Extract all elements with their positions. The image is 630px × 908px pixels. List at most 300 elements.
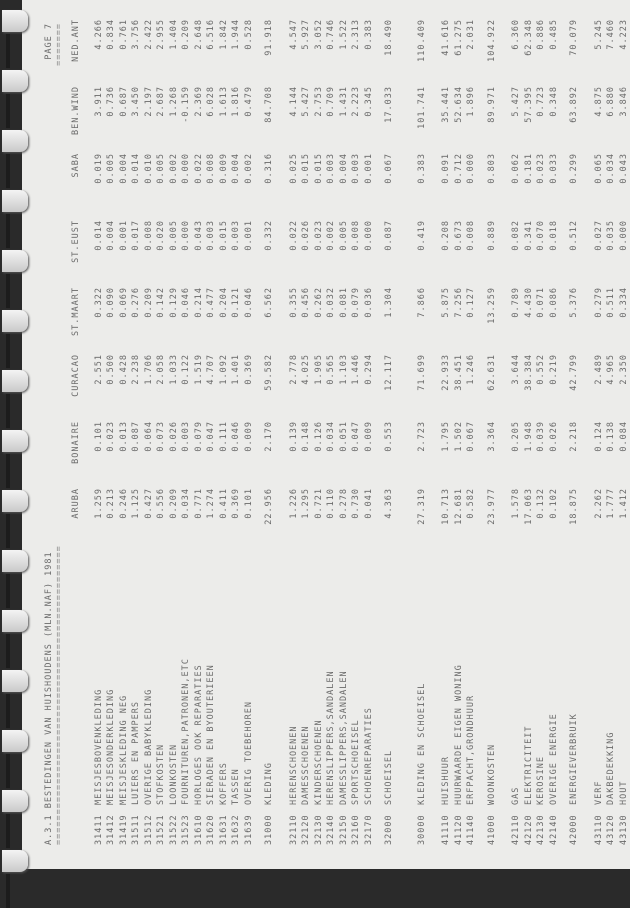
cell-value: 0.214 bbox=[193, 287, 206, 354]
cell-value: 0.010 bbox=[143, 153, 156, 220]
cell-value: 2.753 bbox=[313, 86, 326, 153]
row-label: KINDERSCHOENEN bbox=[313, 555, 326, 805]
cell-value: 0.101 bbox=[93, 421, 106, 488]
binding-ring bbox=[2, 130, 28, 152]
row-label: MEISJESBOVENKLEDING bbox=[93, 555, 106, 805]
cell-value: 0.316 bbox=[255, 153, 288, 220]
row-code: 30000 bbox=[408, 805, 441, 845]
cell-value: 4.144 bbox=[288, 86, 301, 153]
cell-value: 1.522 bbox=[338, 19, 351, 86]
cell-value: 0.528 bbox=[243, 19, 256, 86]
column-header: ST.MAART bbox=[70, 287, 93, 354]
cell-value: 0.181 bbox=[523, 153, 536, 220]
binding-ring bbox=[2, 790, 28, 812]
column-header: NED.ANT bbox=[70, 19, 93, 86]
cell-value: 7.866 bbox=[408, 287, 441, 354]
cell-value: 6.516 bbox=[205, 19, 218, 86]
row-label: MEISJESONDERKLEDING bbox=[105, 555, 118, 805]
total-row bbox=[255, 19, 288, 845]
cell-value: 0.082 bbox=[510, 220, 523, 287]
binding-spine bbox=[6, 694, 10, 728]
cell-value: 0.000 bbox=[465, 153, 478, 220]
cell-value: 0.148 bbox=[300, 421, 313, 488]
binding-spine bbox=[6, 214, 10, 248]
cell-value: 0.383 bbox=[408, 153, 441, 220]
table-row bbox=[105, 19, 118, 845]
table-row bbox=[363, 19, 376, 845]
rotated-document bbox=[44, 15, 624, 855]
row-code: 31419 bbox=[118, 805, 131, 845]
cell-value: 42.799 bbox=[560, 354, 593, 421]
cell-value: 0.003 bbox=[325, 153, 338, 220]
cell-value: 0.036 bbox=[363, 287, 376, 354]
cell-value: 0.090 bbox=[105, 287, 118, 354]
cell-value: 2.197 bbox=[143, 86, 156, 153]
row-code: 41000 bbox=[478, 805, 511, 845]
binding-spine bbox=[6, 634, 10, 668]
cell-value: 0.209 bbox=[168, 488, 181, 555]
cell-value: 0.129 bbox=[168, 287, 181, 354]
cell-value: 0.047 bbox=[350, 421, 363, 488]
row-label: ERFPACHT,GRONDHUUR bbox=[465, 555, 478, 805]
row-code: 31521 bbox=[155, 805, 168, 845]
cell-value: 0.043 bbox=[193, 220, 206, 287]
cell-value: 2.350 bbox=[618, 354, 630, 421]
cell-value: 0.009 bbox=[243, 421, 256, 488]
cell-value: 0.002 bbox=[168, 153, 181, 220]
cell-value: 0.084 bbox=[618, 421, 630, 488]
cell-value: 0.004 bbox=[118, 153, 131, 220]
column-header: BONAIRE bbox=[70, 421, 93, 488]
cell-value: 0.003 bbox=[350, 153, 363, 220]
cell-value: 0.208 bbox=[440, 220, 453, 287]
binding-ring bbox=[2, 670, 28, 692]
row-code: 31631 bbox=[218, 805, 231, 845]
cell-value: 0.511 bbox=[605, 287, 618, 354]
row-code: 32170 bbox=[363, 805, 376, 845]
cell-value: 0.138 bbox=[605, 421, 618, 488]
binding-ring bbox=[2, 610, 28, 632]
cell-value: 0.002 bbox=[243, 153, 256, 220]
cell-value: 0.132 bbox=[535, 488, 548, 555]
row-code: 41120 bbox=[453, 805, 466, 845]
cell-value: 0.427 bbox=[143, 488, 156, 555]
cell-value: 4.965 bbox=[605, 354, 618, 421]
row-label: HOUT bbox=[618, 555, 630, 805]
cell-value: 0.709 bbox=[325, 86, 338, 153]
row-code: 32110 bbox=[288, 805, 301, 845]
row-code: 31511 bbox=[130, 805, 143, 845]
cell-value: 1.519 bbox=[193, 354, 206, 421]
cell-value: 27.319 bbox=[408, 488, 441, 555]
row-code: 32160 bbox=[350, 805, 363, 845]
cell-value: 0.000 bbox=[618, 220, 630, 287]
cell-value: 2.238 bbox=[130, 354, 143, 421]
row-label: WOONKOSTEN bbox=[478, 555, 511, 805]
row-label: ENERGIEVERBRUIK bbox=[560, 555, 593, 805]
cell-value: 5.427 bbox=[300, 86, 313, 153]
row-code: 32150 bbox=[338, 805, 351, 845]
table-row bbox=[93, 19, 106, 845]
cell-value: 0.004 bbox=[338, 153, 351, 220]
cell-value: 0.091 bbox=[440, 153, 453, 220]
row-code: 42120 bbox=[523, 805, 536, 845]
cell-value: 2.223 bbox=[350, 86, 363, 153]
cell-value: 0.000 bbox=[180, 220, 193, 287]
cell-value: 1.613 bbox=[218, 86, 231, 153]
row-label: SCHOENREPARATIES bbox=[363, 555, 376, 805]
binding-ring bbox=[2, 10, 28, 32]
cell-value: 38.384 bbox=[523, 354, 536, 421]
cell-value: 0.086 bbox=[548, 287, 561, 354]
cell-value: 1.295 bbox=[300, 488, 313, 555]
cell-value: 18.875 bbox=[560, 488, 593, 555]
row-label: HERENSCHOENEN bbox=[288, 555, 301, 805]
cell-value: 0.062 bbox=[510, 153, 523, 220]
cell-value: 0.023 bbox=[105, 421, 118, 488]
cell-value: 0.032 bbox=[325, 287, 338, 354]
cell-value: 0.070 bbox=[535, 220, 548, 287]
row-label: OVERIG TOEBEHOREN bbox=[243, 555, 256, 805]
cell-value: 0.005 bbox=[155, 153, 168, 220]
cell-value: 1.401 bbox=[230, 354, 243, 421]
row-label: SCHOEISEL bbox=[375, 555, 408, 805]
cell-value: 0.087 bbox=[130, 421, 143, 488]
cell-value: 62.348 bbox=[523, 19, 536, 86]
table-row bbox=[548, 19, 561, 845]
cell-value: 0.419 bbox=[408, 220, 441, 287]
cell-value: 57.395 bbox=[523, 86, 536, 153]
cell-value: 0.139 bbox=[288, 421, 301, 488]
cell-value: 2.489 bbox=[593, 354, 606, 421]
cell-value: 61.275 bbox=[453, 19, 466, 86]
binding-ring bbox=[2, 70, 28, 92]
binding-spine bbox=[6, 94, 10, 128]
binding-ring bbox=[2, 730, 28, 752]
cell-value: 89.971 bbox=[478, 86, 511, 153]
document-title: A.3.1 BESTEDINGEN VAN HUISHOUDENS (MLN.NAF) 1981 bbox=[44, 551, 54, 845]
cell-value: 0.081 bbox=[338, 287, 351, 354]
cell-value: 0.219 bbox=[548, 354, 561, 421]
cell-value: 2.369 bbox=[193, 86, 206, 153]
cell-value: 0.034 bbox=[180, 488, 193, 555]
cell-value: 0.322 bbox=[93, 287, 106, 354]
row-code: 31620 bbox=[205, 805, 218, 845]
cell-value: 6.562 bbox=[255, 287, 288, 354]
binding-spine bbox=[6, 34, 10, 68]
cell-value: 1.246 bbox=[465, 354, 478, 421]
cell-value: 12.681 bbox=[453, 488, 466, 555]
cell-value: 2.170 bbox=[255, 421, 288, 488]
row-label: KEROSINE bbox=[535, 555, 548, 805]
table-row bbox=[523, 19, 536, 845]
binding-spine bbox=[6, 154, 10, 188]
cell-value: 0.789 bbox=[510, 287, 523, 354]
cell-value: 2.262 bbox=[593, 488, 606, 555]
cell-value: 104.922 bbox=[478, 19, 511, 86]
row-label: SIERADEN EN BYOUTERIEEN bbox=[205, 555, 218, 805]
cell-value: 0.005 bbox=[168, 220, 181, 287]
table-row bbox=[440, 19, 453, 845]
cell-value: 0.582 bbox=[465, 488, 478, 555]
row-label: VERF bbox=[593, 555, 606, 805]
cell-value: 0.015 bbox=[300, 153, 313, 220]
cell-value: 0.477 bbox=[205, 287, 218, 354]
cell-value: 0.000 bbox=[180, 153, 193, 220]
cell-value: 0.073 bbox=[155, 421, 168, 488]
cell-value: 0.886 bbox=[535, 19, 548, 86]
cell-value: 0.002 bbox=[325, 220, 338, 287]
comb-binding bbox=[0, 0, 40, 869]
cell-value: 38.451 bbox=[453, 354, 466, 421]
cell-value: 0.294 bbox=[363, 354, 376, 421]
table-row bbox=[350, 19, 363, 845]
cell-value: 0.005 bbox=[105, 153, 118, 220]
cell-value: 0.008 bbox=[143, 220, 156, 287]
cell-value: 3.911 bbox=[93, 86, 106, 153]
row-code: 32120 bbox=[300, 805, 313, 845]
cell-value: 0.051 bbox=[338, 421, 351, 488]
cell-value: 4.547 bbox=[288, 19, 301, 86]
row-code: 31610 bbox=[193, 805, 206, 845]
cell-value: 0.009 bbox=[363, 421, 376, 488]
cell-value: 0.121 bbox=[230, 287, 243, 354]
cell-value: 0.761 bbox=[118, 19, 131, 86]
cell-value: 0.022 bbox=[288, 220, 301, 287]
cell-value: 17.063 bbox=[523, 488, 536, 555]
row-code: 31512 bbox=[143, 805, 156, 845]
cell-value: 0.046 bbox=[230, 421, 243, 488]
cell-value: 0.026 bbox=[300, 220, 313, 287]
expenditure-table bbox=[70, 19, 630, 845]
cell-value: 0.355 bbox=[288, 287, 301, 354]
table-row bbox=[605, 19, 618, 845]
binding-ring bbox=[2, 490, 28, 512]
table-row bbox=[193, 19, 206, 845]
cell-value: 10.713 bbox=[440, 488, 453, 555]
cell-value: 0.204 bbox=[218, 287, 231, 354]
cell-value: 0.017 bbox=[130, 220, 143, 287]
row-code: 31000 bbox=[255, 805, 288, 845]
cell-value: 0.556 bbox=[155, 488, 168, 555]
cell-value: 0.035 bbox=[605, 220, 618, 287]
row-code: 43110 bbox=[593, 805, 606, 845]
cell-value: 0.341 bbox=[523, 220, 536, 287]
cell-value: 63.892 bbox=[560, 86, 593, 153]
row-code: 32140 bbox=[325, 805, 338, 845]
cell-value: 1.706 bbox=[143, 354, 156, 421]
binding-ring bbox=[2, 190, 28, 212]
cell-value: 62.631 bbox=[478, 354, 511, 421]
cell-value: 0.067 bbox=[465, 421, 478, 488]
cell-value: 5.376 bbox=[560, 287, 593, 354]
cell-value: 1.404 bbox=[168, 19, 181, 86]
cell-value: 0.246 bbox=[118, 488, 131, 555]
table-row bbox=[338, 19, 351, 845]
cell-value: 3.756 bbox=[130, 19, 143, 86]
cell-value: 0.278 bbox=[338, 488, 351, 555]
binding-ring bbox=[2, 250, 28, 272]
row-label: LOONKOSTEN bbox=[168, 555, 181, 805]
cell-value: 0.009 bbox=[218, 153, 231, 220]
cell-value: 41.616 bbox=[440, 19, 453, 86]
total-row bbox=[560, 19, 593, 845]
row-code: 42130 bbox=[535, 805, 548, 845]
table-row bbox=[168, 19, 181, 845]
cell-value: 2.648 bbox=[193, 19, 206, 86]
cell-value: 4.223 bbox=[618, 19, 630, 86]
cell-value: 0.485 bbox=[548, 19, 561, 86]
cell-value: 0.369 bbox=[230, 488, 243, 555]
column-header: BEN.WIND bbox=[70, 86, 93, 153]
cell-value: 0.834 bbox=[105, 19, 118, 86]
cell-value: 4.266 bbox=[93, 19, 106, 86]
binding-ring bbox=[2, 550, 28, 572]
cell-value: 84.708 bbox=[255, 86, 288, 153]
cell-value: 0.500 bbox=[105, 354, 118, 421]
cell-value: 3.450 bbox=[130, 86, 143, 153]
cell-value: 0.262 bbox=[313, 287, 326, 354]
row-label: DAKBEDEKKING bbox=[605, 555, 618, 805]
cell-value: 0.001 bbox=[363, 153, 376, 220]
cell-value: -0.159 bbox=[180, 86, 193, 153]
table-row bbox=[118, 19, 131, 845]
cell-value: 0.034 bbox=[325, 421, 338, 488]
cell-value: 59.582 bbox=[255, 354, 288, 421]
cell-value: 0.299 bbox=[560, 153, 593, 220]
cell-value: 0.771 bbox=[193, 488, 206, 555]
cell-value: 0.026 bbox=[168, 421, 181, 488]
cell-value: 5.875 bbox=[440, 287, 453, 354]
binding-ring bbox=[2, 370, 28, 392]
row-code: 43120 bbox=[605, 805, 618, 845]
cell-value: 0.023 bbox=[535, 153, 548, 220]
cell-value: 0.102 bbox=[548, 488, 561, 555]
cell-value: 1.092 bbox=[218, 354, 231, 421]
row-label: OVERIGE BABYKLEDING bbox=[143, 555, 156, 805]
table-row bbox=[465, 19, 478, 845]
row-label: HERENSLIPPERS,SANDALEN bbox=[325, 555, 338, 805]
row-code: 41110 bbox=[440, 805, 453, 845]
row-code: 32130 bbox=[313, 805, 326, 845]
page-underline: ======= bbox=[54, 23, 64, 66]
cell-value: 0.020 bbox=[155, 220, 168, 287]
cell-value: 4.875 bbox=[593, 86, 606, 153]
table-row bbox=[155, 19, 168, 845]
cell-value: 70.079 bbox=[560, 19, 593, 86]
cell-value: 13.259 bbox=[478, 287, 511, 354]
cell-value: 4.707 bbox=[205, 354, 218, 421]
cell-value: 1.259 bbox=[93, 488, 106, 555]
cell-value: 22.933 bbox=[440, 354, 453, 421]
binding-spine bbox=[6, 574, 10, 608]
total-row bbox=[375, 19, 408, 845]
cell-value: 0.003 bbox=[230, 220, 243, 287]
table-row bbox=[593, 19, 606, 845]
cell-value: 0.046 bbox=[243, 287, 256, 354]
row-label: KLEDING EN SCHOEISEL bbox=[408, 555, 441, 805]
table-row bbox=[535, 19, 548, 845]
row-code: 31639 bbox=[243, 805, 256, 845]
binding-spine bbox=[6, 814, 10, 848]
row-label: LUIERS EN PAMPERS bbox=[130, 555, 143, 805]
binding-spine bbox=[6, 874, 10, 908]
row-code: 43130 bbox=[618, 805, 630, 845]
page-number-value: 7 bbox=[44, 23, 54, 29]
cell-value: 0.001 bbox=[118, 220, 131, 287]
cell-value: 1.896 bbox=[465, 86, 478, 153]
cell-value: 0.079 bbox=[350, 287, 363, 354]
cell-value: 0.279 bbox=[593, 287, 606, 354]
cell-value: 1.274 bbox=[205, 488, 218, 555]
cell-value: 1.948 bbox=[523, 421, 536, 488]
cell-value: 0.673 bbox=[453, 220, 466, 287]
cell-value: 0.014 bbox=[93, 220, 106, 287]
row-label: SPORTSCHOEISEL bbox=[350, 555, 363, 805]
table-row bbox=[618, 19, 630, 845]
page-label: PAGE bbox=[44, 35, 54, 59]
row-label: HORLOGES OOK REPARATIES bbox=[193, 555, 206, 805]
cell-value: 0.039 bbox=[535, 421, 548, 488]
cell-value: 2.687 bbox=[155, 86, 168, 153]
binding-spine bbox=[6, 334, 10, 368]
column-header: ARUBA bbox=[70, 488, 93, 555]
header-row bbox=[70, 19, 93, 845]
cell-value: 0.332 bbox=[255, 220, 288, 287]
cell-value: 0.008 bbox=[465, 220, 478, 287]
cell-value: 2.422 bbox=[143, 19, 156, 86]
cell-value: 0.008 bbox=[350, 220, 363, 287]
row-code: 31523 bbox=[180, 805, 193, 845]
table-row bbox=[453, 19, 466, 845]
cell-value: 0.004 bbox=[230, 153, 243, 220]
binding-spine bbox=[6, 394, 10, 428]
table-row bbox=[325, 19, 338, 845]
cell-value: 0.512 bbox=[560, 220, 593, 287]
cell-value: 0.004 bbox=[105, 220, 118, 287]
cell-value: 0.023 bbox=[313, 220, 326, 287]
cell-value: 1.412 bbox=[618, 488, 630, 555]
cell-value: 2.031 bbox=[465, 19, 478, 86]
cell-value: 0.746 bbox=[325, 19, 338, 86]
cell-value: 23.977 bbox=[478, 488, 511, 555]
binding-ring bbox=[2, 430, 28, 452]
cell-value: 0.003 bbox=[180, 421, 193, 488]
binding-spine bbox=[6, 514, 10, 548]
cell-value: 1.226 bbox=[288, 488, 301, 555]
page-number bbox=[44, 23, 54, 60]
cell-value: 71.699 bbox=[408, 354, 441, 421]
cell-value: 1.944 bbox=[230, 19, 243, 86]
column-header: SABA bbox=[70, 153, 93, 220]
row-code: 31522 bbox=[168, 805, 181, 845]
cell-value: 0.033 bbox=[548, 153, 561, 220]
cell-value: 101.741 bbox=[408, 86, 441, 153]
cell-value: 0.087 bbox=[375, 220, 408, 287]
cell-value: 0.015 bbox=[313, 153, 326, 220]
row-code: 42140 bbox=[548, 805, 561, 845]
cell-value: 2.778 bbox=[288, 354, 301, 421]
table-row bbox=[510, 19, 523, 845]
cell-value: 4.025 bbox=[300, 354, 313, 421]
cell-value: 1.502 bbox=[453, 421, 466, 488]
cell-value: 0.565 bbox=[325, 354, 338, 421]
cell-value: 3.052 bbox=[313, 19, 326, 86]
cell-value: 5.927 bbox=[300, 19, 313, 86]
table-row bbox=[180, 19, 193, 845]
cell-value: 0.015 bbox=[218, 220, 231, 287]
cell-value: 0.018 bbox=[548, 220, 561, 287]
